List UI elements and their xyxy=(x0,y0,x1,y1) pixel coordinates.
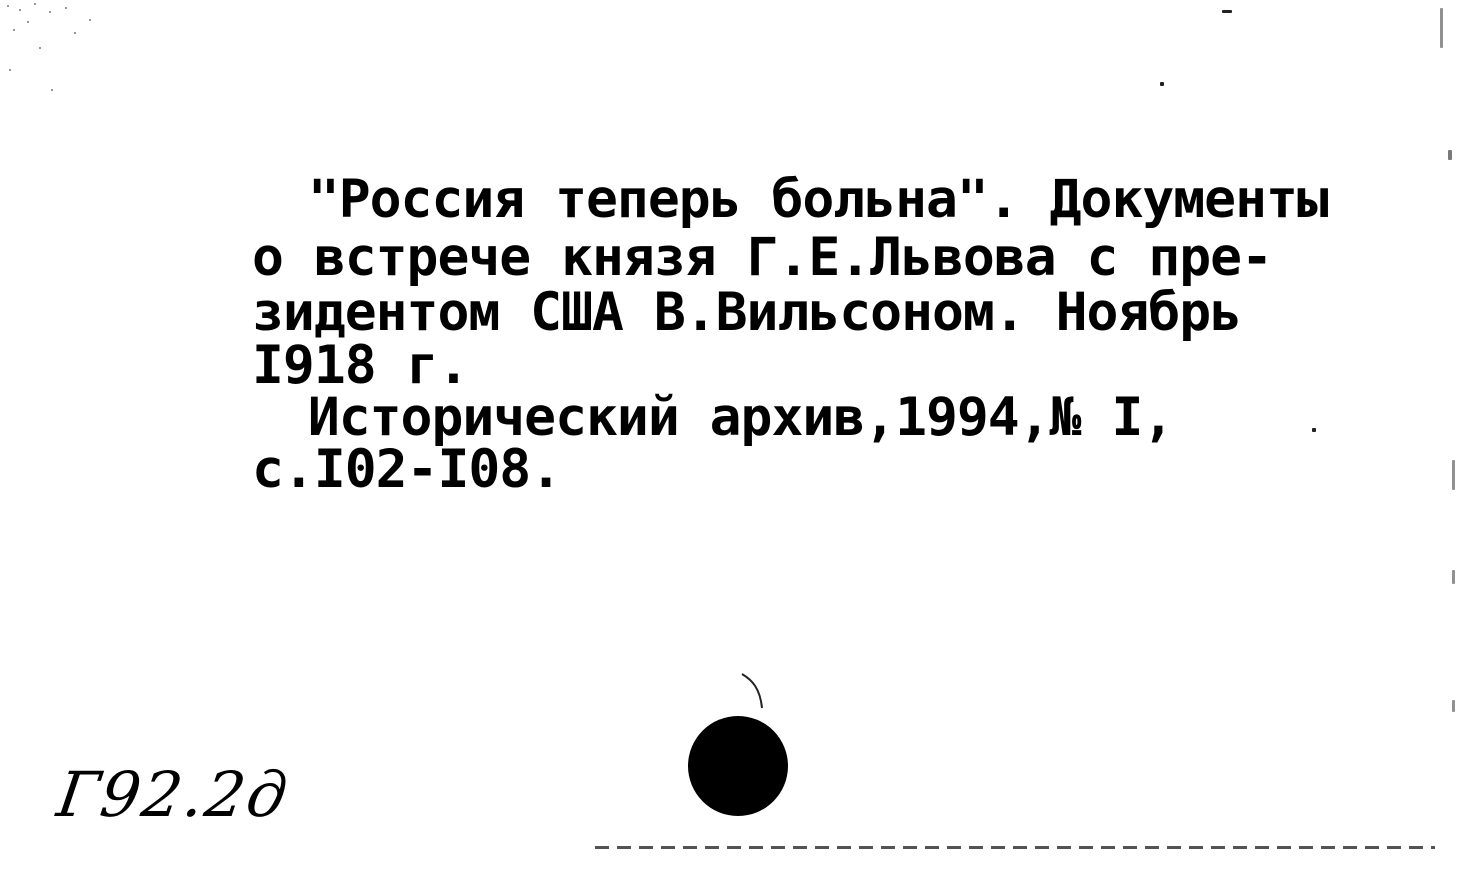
text-line-3: зидентом США В.Вильсоном. Ноябрь xyxy=(252,282,1242,343)
card-text xyxy=(246,169,1352,500)
tick-mark xyxy=(738,672,768,712)
speck xyxy=(1452,700,1455,712)
punch-hole xyxy=(688,716,788,816)
speck xyxy=(1222,10,1232,13)
speck xyxy=(1448,150,1452,160)
bottom-rule xyxy=(595,846,1435,849)
text-line-2: о встрече князя Г.Е.Львова с пре- xyxy=(252,227,1272,288)
speck xyxy=(1440,8,1443,48)
scan-noise xyxy=(0,0,110,120)
text-line-5: Исторический архив,1994,№ I, xyxy=(246,387,1174,448)
speck xyxy=(1160,82,1164,86)
text-line-1: "Россия теперь больна". Документы xyxy=(246,169,1328,230)
speck xyxy=(1452,570,1455,584)
text-line-6: с.I02-I08. xyxy=(252,439,562,500)
shelf-mark: Г92.2д xyxy=(52,758,294,831)
speck xyxy=(1452,460,1455,490)
text-line-4: I918 г. xyxy=(252,335,469,396)
speck xyxy=(1312,428,1316,432)
